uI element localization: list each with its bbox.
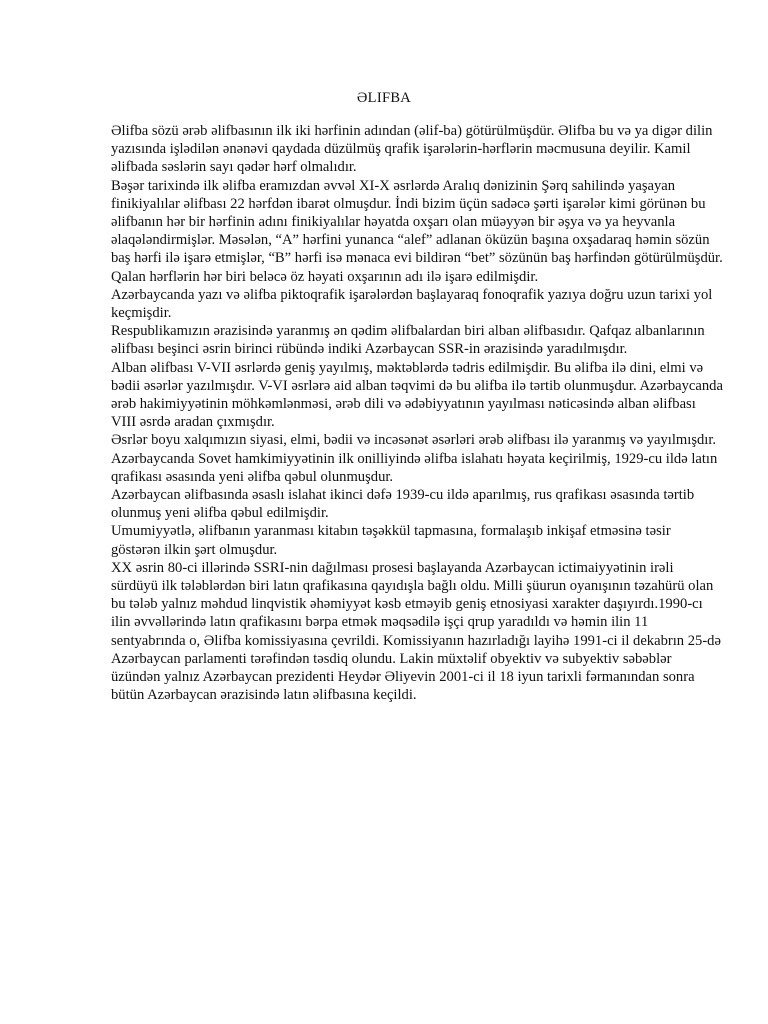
paragraph-6: Əsrlər boyu xalqımızın siyasi, elmi, bədii və incəsənət əsərləri ərəb əlifbası ilə yaranmış və yayılmışdır. Azərbaycanda Sovet hamkimiyyətinin ilk onilliyində əlifba islahatı həyata keçirilmiş, 1929-cu ildə latın qrafikası əsasında yeni əlifba qəbul olunmuşdur. xyxy=(111,432,718,485)
document-title: ƏLIFBA xyxy=(356,90,412,106)
document-body xyxy=(111,122,723,705)
paragraph-5: Alban əlifbası V-VII əsrlərdə geniş yayılmış, məktəblərdə tədris edilmişdir. Bu əlifba ilə dini, elmi və bədii əsərlər yazılmışdır. V-VI əsrlərə aid alban təqvimi də bu əlifba ilə tərtib olunmuşdur. Azərbaycanda ərəb hakimiyyətinin möhkəmlənməsi, ərəb dili və ədəbiyyatının yayılması nəticəsində alban əlifbası VIII əsrdə aradan çıxmışdır. xyxy=(111,359,723,431)
paragraph-8: Umumiyyətlə, əlifbanın yaranması kitabın təşəkkül tapmasına, formalaşıb inkişaf etməsinə təsir göstərən ilkin şərt olmuşdur. xyxy=(111,523,671,558)
paragraph-1: Əlifba sözü ərəb əlifbasının ilk iki hərfinin adından (əlif-ba) götürülmüşdür. Əlifba bu və ya digər dilin yazısında işlədilən ənənəvi qaydada düzülmüş qrafik işarələrin-hərflərin məcmusuna deyilir. Kamil əlifbada səslərin sayı qədər hərf olmalıdır. xyxy=(111,123,713,176)
paragraph-3: Azərbaycanda yazı və əlifba piktoqrafik işarələrdən başlayaraq fonoqrafik yazıya doğru uzun tarixi yol keçmişdir. xyxy=(111,286,713,322)
paragraph-9: XX əsrin 80-ci illərində SSRI-nin dağılması prosesi başlayanda Azərbaycan ictimaiyyətinin irəli sürdüyü ilk tələblərdən biri latın qrafikasına qayıdışla bağlı oldu. Milli şüurun oyanışının təzahürü olan bu tələb yalnız məhdud linqvistik əhəmiyyət kəsb etməyib geniş etnosiyasi xarakter daşıyırdı.1990-cı ilin əvvəllərində latın qrafikasını bərpa etmək məqsədilə işçi qrup yaradıldı və həmin ilin 11 sentyabrında o, Əlifba komissiyasına çevrildi. Komissiyanın hazırladığı layihə 1991-ci il dekabrın 25-də Azərbaycan parlamenti tərəfindən təsdiq olundu. Lakin müxtəlif obyektiv və subyektiv səbəblər üzündən yalnız Azərbaycan prezidenti Heydər Əliyevin 2001-ci il 18 iyun tarixli fərmanından sonra bütün Azərbaycan ərazisində latın əlifbasına keçildi. xyxy=(111,559,721,704)
paragraph-2: Bəşər tarixində ilk əlifba eramızdan əvvəl XI-X əsrlərdə Aralıq dənizinin Şərq sahilində yaşayan finikiyalılar əlifbası 22 hərfdən ibarət olmuşdur. İndi bizim üçün sadəcə şərti işarələr kimi görünən bu əlifbanın hər bir hərfinin adını finikiyalılar həyatda oxşarı olan müəyyən bir əşya və ya heyvanla əlaqələndirmişlər. Məsələn, “A” hərfini yunanca “alef” adlanan öküzün başına oxşadaraq həmin sözün baş hərfi ilə işarə etmişlər, “B” hərfi isə mənaca evi bildirən “bet” sözünün baş hərfindən götürülmüşdür. Qalan hərflərin hər biri beləcə öz həyati oxşarının adı ilə işarə edilmişdir. xyxy=(111,177,723,285)
paragraph-7: Azərbaycan əlifbasında əsaslı islahat ikinci dəfə 1939-cu ildə aparılmış, rus qrafikası əsasında tərtib olunmuş yeni əlifba qəbul edilmişdir. xyxy=(111,487,695,522)
paragraph-4: Respublikamızın ərazisində yaranmış ən qədim əlifbalardan biri alban əlifbasıdır. Qafqaz albanlarının əlifbası beşinci əsrin birinci rübündə indiki Azərbaycan SSR-in ərazisində yaradılmışdır. xyxy=(111,323,705,358)
